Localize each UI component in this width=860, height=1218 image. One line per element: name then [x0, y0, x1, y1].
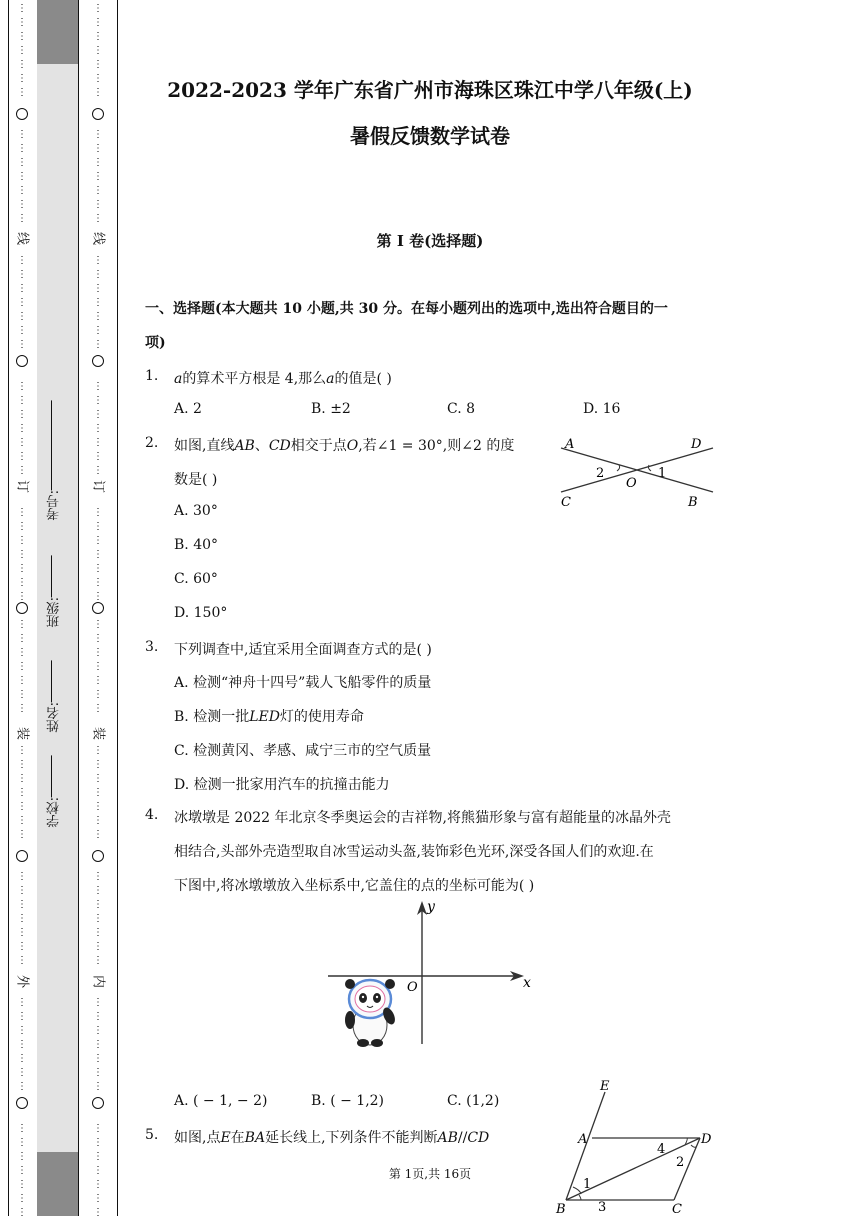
outer-seal-mark: 线	[14, 231, 30, 245]
seal-circle-icon	[92, 108, 104, 120]
field-exam-number: 考号:	[45, 400, 71, 520]
question-text: 如图,点𝐸在𝐵𝐴延长线上,下列条件不能判断𝐴𝐵//𝐶𝐷	[174, 1130, 490, 1146]
seal-dot: ⋮	[93, 31, 103, 42]
seal-dot: ⋮	[17, 871, 27, 882]
seal-dot: ⋮	[17, 1207, 27, 1218]
option-d: D. 检测一批家用汽车的抗撞击能力	[174, 777, 390, 793]
seal-dot: ⋮	[93, 787, 103, 798]
seal-dot: ⋮	[93, 437, 103, 448]
label-d: D	[701, 1132, 712, 1147]
seal-dot: ⋮	[17, 997, 27, 1008]
seal-dot: ⋮	[17, 199, 27, 210]
seal-dot: ⋮	[17, 465, 27, 476]
inner-seal-mark: 内	[90, 974, 106, 988]
seal-dot: ⋮	[17, 171, 27, 182]
option-b: B. 40°	[174, 537, 219, 553]
seal-dot: ⋮	[17, 255, 27, 266]
seal-dot: ⋮	[17, 283, 27, 294]
seal-dot: ⋮	[93, 955, 103, 966]
seal-dot: ⋮	[17, 1067, 27, 1078]
option-b: B. ±2	[311, 401, 351, 417]
angle-3-label: 3	[598, 1200, 607, 1215]
option-a: A. 30°	[174, 503, 218, 519]
seal-dot: ⋮	[17, 787, 27, 798]
outer-seal-mark: 订	[14, 479, 30, 493]
option-c: C. (1,2)	[447, 1093, 500, 1109]
inner-seal-line	[88, 0, 108, 1216]
seal-dot: ⋮	[93, 3, 103, 14]
seal-dot: ⋮	[17, 423, 27, 434]
seal-dot: ⋮	[17, 409, 27, 420]
option-c: C. 60°	[174, 571, 218, 587]
angle-1-label: 1	[658, 466, 667, 481]
question-text: 𝑎的算术平方根是 4,那么𝑎的值是( )	[174, 371, 392, 387]
page-footer: 第 1页,共 16页	[388, 1167, 472, 1181]
margin-border-right	[117, 0, 118, 1216]
angle-4-label: 4	[657, 1142, 666, 1157]
seal-dot: ⋮	[93, 997, 103, 1008]
seal-dot: ⋮	[93, 647, 103, 658]
seal-dot: ⋮	[93, 199, 103, 210]
seal-dot: ⋮	[17, 591, 27, 602]
seal-dot: ⋮	[93, 941, 103, 952]
seal-dot: ⋮	[93, 675, 103, 686]
seal-dot: ⋮	[93, 1039, 103, 1050]
seal-dot: ⋮	[17, 1123, 27, 1134]
seal-dot: ⋮	[93, 815, 103, 826]
seal-dot: ⋮	[93, 465, 103, 476]
seal-dot: ⋮	[93, 507, 103, 518]
section-heading-cont: 项)	[145, 335, 166, 351]
binding-block-bottom	[37, 1152, 78, 1216]
seal-dot: ⋮	[17, 885, 27, 896]
outer-seal-mark: 外	[14, 974, 30, 988]
seal-dot: ⋮	[17, 773, 27, 784]
label-e: E	[600, 1079, 610, 1094]
seal-dot: ⋮	[93, 801, 103, 812]
seal-dot: ⋮	[93, 913, 103, 924]
seal-dot: ⋮	[93, 1025, 103, 1036]
seal-dot: ⋮	[17, 437, 27, 448]
seal-dot: ⋮	[93, 381, 103, 392]
seal-dot: ⋮	[93, 1067, 103, 1078]
seal-dot: ⋮	[93, 1123, 103, 1134]
seal-dot: ⋮	[17, 73, 27, 84]
seal-dot: ⋮	[17, 647, 27, 658]
seal-dot: ⋮	[93, 297, 103, 308]
inner-seal-mark: 装	[90, 726, 106, 740]
seal-circle-icon	[92, 355, 104, 367]
page-title: 2022-2023 学年广东省广州市海珠区珠江中学八年级(上)	[167, 78, 693, 102]
seal-dot: ⋮	[17, 955, 27, 966]
field-name: 姓名:	[45, 660, 71, 732]
seal-dot: ⋮	[93, 325, 103, 336]
seal-dot: ⋮	[93, 703, 103, 714]
intersecting-lines-figure	[555, 432, 720, 514]
seal-dot: ⋮	[17, 157, 27, 168]
seal-dot: ⋮	[17, 899, 27, 910]
seal-dot: ⋮	[93, 17, 103, 28]
angle-1-label: 1	[583, 1177, 592, 1192]
seal-dot: ⋮	[93, 255, 103, 266]
seal-dot: ⋮	[17, 563, 27, 574]
seal-dot: ⋮	[93, 1011, 103, 1022]
parallelogram-figure	[550, 1076, 720, 1216]
seal-dot: ⋮	[17, 675, 27, 686]
seal-dot: ⋮	[17, 801, 27, 812]
seal-circle-icon	[16, 850, 28, 862]
part-heading: 第 I 卷(选择题)	[376, 232, 484, 250]
seal-dot: ⋮	[93, 563, 103, 574]
margin-border	[78, 0, 79, 1216]
seal-dot: ⋮	[17, 703, 27, 714]
seal-circle-icon	[16, 108, 28, 120]
seal-circle-icon	[16, 1097, 28, 1109]
seal-circle-icon	[92, 602, 104, 614]
label-b: B	[688, 495, 698, 510]
seal-dot: ⋮	[17, 1137, 27, 1148]
seal-dot: ⋮	[93, 1193, 103, 1204]
field-school: 学校:	[45, 755, 71, 827]
seal-dot: ⋮	[93, 829, 103, 840]
seal-circle-icon	[92, 850, 104, 862]
question-number: 5.	[145, 1127, 159, 1143]
binding-block-top	[37, 0, 78, 64]
seal-dot: ⋮	[17, 3, 27, 14]
seal-dot: ⋮	[17, 1011, 27, 1022]
seal-dot: ⋮	[17, 1193, 27, 1204]
seal-dot: ⋮	[93, 73, 103, 84]
seal-dot: ⋮	[17, 45, 27, 56]
label-o: O	[626, 476, 637, 491]
seal-dot: ⋮	[17, 395, 27, 406]
seal-dot: ⋮	[93, 395, 103, 406]
seal-dot: ⋮	[17, 507, 27, 518]
seal-dot: ⋮	[93, 773, 103, 784]
seal-dot: ⋮	[17, 1039, 27, 1050]
margin-border-left	[8, 0, 9, 1216]
seal-dot: ⋮	[93, 577, 103, 588]
angle-2-label: 2	[596, 466, 605, 481]
option-b: B. ( − 1,2)	[311, 1093, 385, 1109]
seal-dot: ⋮	[17, 927, 27, 938]
seal-dot: ⋮	[17, 941, 27, 952]
seal-dot: ⋮	[93, 87, 103, 98]
option-a: A. 2	[174, 401, 202, 417]
seal-dot: ⋮	[93, 745, 103, 756]
seal-dot: ⋮	[17, 1179, 27, 1190]
seal-dot: ⋮	[93, 143, 103, 154]
seal-dot: ⋮	[93, 619, 103, 630]
seal-dot: ⋮	[93, 1053, 103, 1064]
inner-seal-mark: 订	[90, 479, 106, 493]
label-a: A	[578, 1132, 588, 1147]
option-a: A. ( − 1, − 2)	[174, 1093, 268, 1109]
section-heading: 一、选择题(本大题共 10 小题,共 30 分。在每小题列出的选项中,选出符合题目的一	[145, 301, 668, 317]
seal-dot: ⋮	[93, 661, 103, 672]
origin-label: O	[407, 980, 418, 995]
seal-dot: ⋮	[93, 311, 103, 322]
seal-dot: ⋮	[93, 521, 103, 532]
page-subtitle: 暑假反馈数学试卷	[350, 124, 510, 148]
seal-dot: ⋮	[93, 171, 103, 182]
seal-dot: ⋮	[17, 1165, 27, 1176]
seal-dot: ⋮	[93, 549, 103, 560]
coordinate-figure	[326, 898, 541, 1048]
seal-dot: ⋮	[93, 423, 103, 434]
question-text: 冰墩墩是 2022 年北京冬季奥运会的吉祥物,将熊猫形象与富有超能量的冰晶外壳	[174, 810, 671, 826]
seal-dot: ⋮	[17, 213, 27, 224]
question-text-cont: 下图中,将冰墩墩放入坐标系中,它盖住的点的坐标可能为( )	[174, 878, 535, 894]
seal-dot: ⋮	[17, 325, 27, 336]
question-number: 2.	[145, 435, 159, 451]
seal-dot: ⋮	[17, 759, 27, 770]
seal-dot: ⋮	[17, 1053, 27, 1064]
label-c: C	[561, 495, 571, 510]
seal-circle-icon	[92, 1097, 104, 1109]
seal-dot: ⋮	[93, 927, 103, 938]
seal-dot: ⋮	[93, 59, 103, 70]
option-c: C. 检测黄冈、孝感、咸宁三市的空气质量	[174, 743, 432, 759]
seal-dot: ⋮	[17, 381, 27, 392]
seal-dot: ⋮	[17, 143, 27, 154]
seal-dot: ⋮	[93, 157, 103, 168]
seal-dot: ⋮	[17, 829, 27, 840]
option-a: A. 检测“神舟十四号”载人飞船零件的质量	[174, 675, 432, 691]
seal-dot: ⋮	[17, 1081, 27, 1092]
seal-dot: ⋮	[93, 591, 103, 602]
seal-dot: ⋮	[17, 129, 27, 140]
question-text-cont: 数是( )	[174, 472, 218, 488]
question-text-cont: 相结合,头部外壳造型取自冰雪运动头盔,装饰彩色光环,深受各国人们的欢迎.在	[174, 844, 654, 860]
option-d: D. 150°	[174, 605, 228, 621]
seal-dot: ⋮	[17, 59, 27, 70]
seal-dot: ⋮	[17, 815, 27, 826]
seal-dot: ⋮	[17, 689, 27, 700]
seal-dot: ⋮	[93, 899, 103, 910]
seal-dot: ⋮	[93, 871, 103, 882]
seal-dot: ⋮	[17, 633, 27, 644]
seal-dot: ⋮	[93, 339, 103, 350]
seal-dot: ⋮	[93, 451, 103, 462]
seal-dot: ⋮	[93, 1137, 103, 1148]
mascot-icon	[345, 979, 397, 1047]
question-number: 1.	[145, 368, 159, 384]
seal-dot: ⋮	[17, 521, 27, 532]
angle-2-label: 2	[676, 1155, 685, 1170]
outer-seal-line	[12, 0, 32, 1216]
seal-circle-icon	[16, 355, 28, 367]
seal-dot: ⋮	[17, 619, 27, 630]
seal-dot: ⋮	[17, 745, 27, 756]
question-number: 4.	[145, 807, 159, 823]
seal-dot: ⋮	[17, 297, 27, 308]
axis-x-label: x	[523, 975, 531, 991]
seal-dot: ⋮	[93, 185, 103, 196]
seal-dot: ⋮	[17, 661, 27, 672]
seal-dot: ⋮	[93, 885, 103, 896]
seal-dot: ⋮	[93, 283, 103, 294]
question-number: 3.	[145, 639, 159, 655]
seal-dot: ⋮	[17, 87, 27, 98]
seal-dot: ⋮	[17, 577, 27, 588]
seal-dot: ⋮	[93, 689, 103, 700]
question-text: 下列调查中,适宜采用全面调查方式的是( )	[174, 642, 432, 658]
seal-dot: ⋮	[17, 31, 27, 42]
seal-dot: ⋮	[17, 269, 27, 280]
seal-dot: ⋮	[93, 535, 103, 546]
axis-y-label: y	[427, 899, 435, 915]
seal-dot: ⋮	[93, 1081, 103, 1092]
seal-dot: ⋮	[93, 129, 103, 140]
seal-dot: ⋮	[17, 311, 27, 322]
question-text: 如图,直线𝐴𝐵、𝐶𝐷相交于点𝑂,若∠1 = 30°,则∠2 的度	[174, 438, 515, 454]
label-a: A	[565, 437, 575, 452]
seal-dot: ⋮	[17, 1025, 27, 1036]
field-class: 班级:	[45, 555, 71, 627]
seal-dot: ⋮	[93, 1179, 103, 1190]
label-d: D	[691, 437, 702, 452]
seal-circle-icon	[16, 602, 28, 614]
seal-dot: ⋮	[17, 451, 27, 462]
seal-dot: ⋮	[17, 17, 27, 28]
seal-dot: ⋮	[17, 535, 27, 546]
seal-dot: ⋮	[17, 913, 27, 924]
seal-dot: ⋮	[93, 269, 103, 280]
seal-dot: ⋮	[17, 185, 27, 196]
seal-dot: ⋮	[93, 409, 103, 420]
seal-dot: ⋮	[17, 339, 27, 350]
label-b: B	[556, 1202, 566, 1216]
seal-dot: ⋮	[93, 633, 103, 644]
seal-dot: ⋮	[93, 759, 103, 770]
option-c: C. 8	[447, 401, 476, 417]
label-c: C	[672, 1202, 682, 1216]
option-d: D. 16	[583, 401, 621, 417]
seal-dot: ⋮	[17, 549, 27, 560]
seal-dot: ⋮	[93, 45, 103, 56]
outer-seal-mark: 装	[14, 726, 30, 740]
inner-seal-mark: 线	[90, 231, 106, 245]
option-b: B. 检测一批𝐿𝐸𝐷灯的使用寿命	[174, 709, 364, 725]
seal-dot: ⋮	[93, 213, 103, 224]
seal-dot: ⋮	[93, 1165, 103, 1176]
seal-dot: ⋮	[17, 1151, 27, 1162]
seal-dot: ⋮	[93, 1151, 103, 1162]
seal-dot: ⋮	[93, 1207, 103, 1218]
